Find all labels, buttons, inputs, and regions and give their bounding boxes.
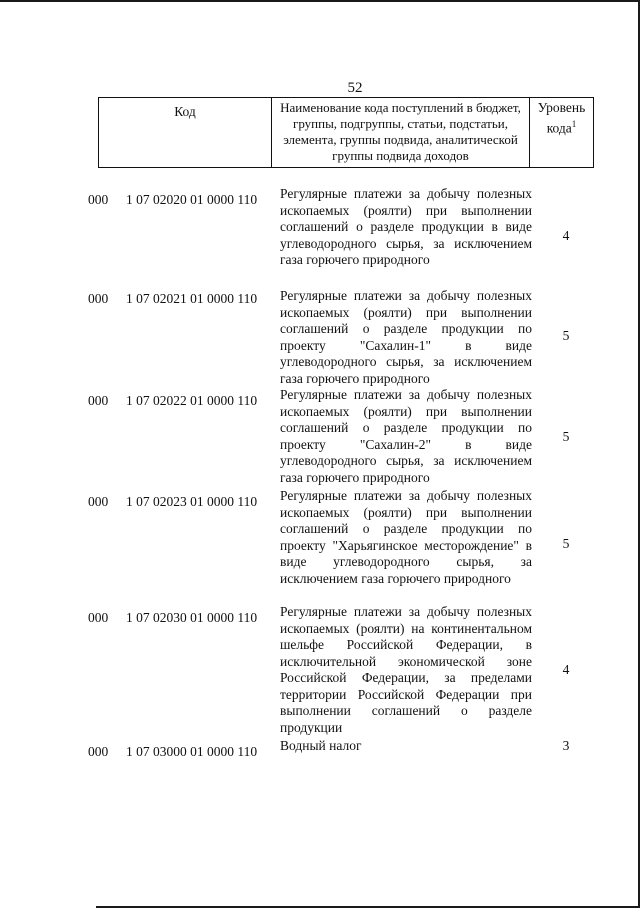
revenue-code: 1 07 02021 01 0000 110 [126,291,258,306]
admin-code: 000 [88,610,109,625]
code-level: 5 [562,536,570,551]
revenue-name: Регулярные платежи за добычу полезных ископаемых (роялти) при выполнении соглашений о разделе продукции по проекту "Сахалин-2" в виде углеводородного сырья, за исключением газа горючего природного [280,387,532,485]
admin-code: 000 [88,192,109,207]
header-level-footnote: 1 [571,119,577,129]
header-level [530,98,594,167]
revenue-name: Регулярные платежи за добычу полезных ископаемых (роялти) при выполнении соглашений о разделе продукции по проекту "Сахалин-1" в виде углеводородного сырья, за исключением газа горючего природного [280,288,532,386]
revenue-code: 1 07 02023 01 0000 110 [126,494,258,509]
code-level: 5 [562,429,570,444]
admin-code: 000 [88,393,109,408]
revenue-code: 1 07 02030 01 0000 110 [126,610,258,625]
code-level: 4 [562,662,570,677]
revenue-code: 1 07 02020 01 0000 110 [126,192,258,207]
revenue-name: Регулярные платежи за добычу полезных ископаемых (роялти) на континентальном шельфе Российской Федерации, в исключительной экономической зоне Российской Федерации, за пределами территории Российской Федерации при выполнении соглашений о разделе продукции [280,604,532,735]
revenue-name: Регулярные платежи за добычу полезных ископаемых (роялти) при выполнении соглашений о разделе продукции по проекту "Харьягинское месторождение" в виде углеводородного сырья, за исключением газа горючего природного [280,488,532,586]
revenue-name: Водный налог [280,738,362,753]
header-name: Наименование кода поступлений в бюджет, группы, подгруппы, статьи, подстатьи, элемента, группы подвида, аналитической группы подвида доходов [272,98,530,167]
header-level-label: Уровень кода [537,100,586,136]
scan-border-top [0,0,640,2]
admin-code: 000 [88,291,109,306]
revenue-code: 1 07 02022 01 0000 110 [126,393,258,408]
revenue-name: Регулярные платежи за добычу полезных ископаемых (роялти) при выполнении соглашений о разделе продукции в виде углеводородного сырья, за исключением газа горючего природного [280,186,532,267]
code-level: 5 [562,328,570,343]
revenue-code: 1 07 03000 01 0000 110 [126,744,258,759]
admin-code: 000 [88,494,109,509]
header-code: Код [98,98,272,167]
admin-code: 000 [88,744,109,759]
code-level: 4 [562,228,570,243]
code-level: 3 [562,738,570,753]
page-number: 52 [347,80,363,96]
table-header [98,97,594,168]
